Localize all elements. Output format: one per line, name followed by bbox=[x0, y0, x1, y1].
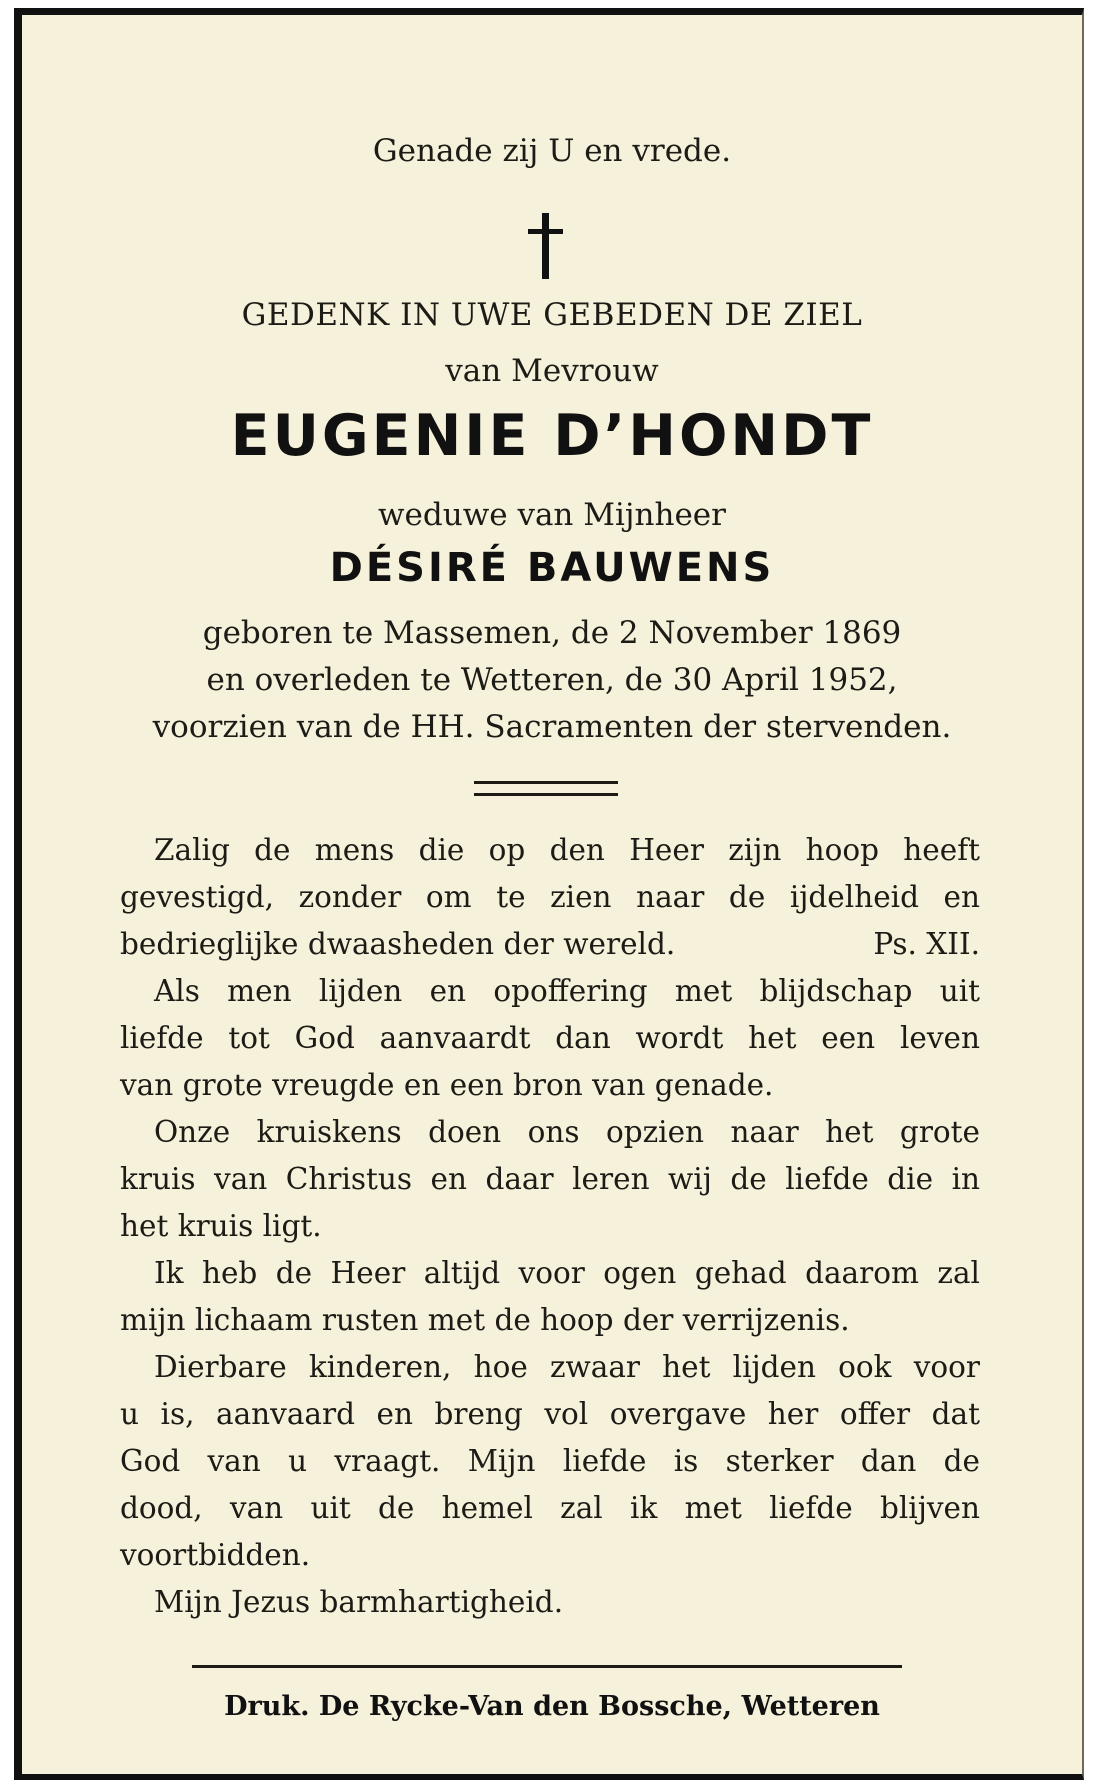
cross-icon bbox=[542, 213, 549, 279]
psalm-paragraph bbox=[120, 827, 980, 968]
sacraments-line: voorzien van de HH. Sacramenten der stervenden. bbox=[152, 709, 952, 745]
bottom-rule bbox=[192, 1665, 902, 1668]
paragraph-line: Onze kruiskens doen ons opzien naar het grote bbox=[154, 1115, 980, 1149]
paragraph-line: Als men lijden en opoffering met blijdschap uit bbox=[154, 974, 980, 1008]
divider-bottom bbox=[474, 793, 618, 796]
paragraph-line bbox=[120, 921, 980, 968]
greeting: Genade zij U en vrede. bbox=[372, 133, 732, 169]
paragraph-line: liefde tot God aanvaardt dan wordt het een leven bbox=[120, 1021, 980, 1055]
paragraph-line: voortbidden. bbox=[120, 1538, 311, 1572]
widow-of: weduwe van Mijnheer bbox=[378, 497, 726, 533]
paragraph-line: mijn lichaam rusten met de hoop der verrijzenis. bbox=[120, 1303, 850, 1337]
death-line: en overleden te Wetteren, de 30 April 1952, bbox=[206, 662, 898, 698]
paragraph-4 bbox=[120, 1250, 980, 1344]
birth-line: geboren te Massemen, de 2 November 1869 bbox=[202, 615, 902, 651]
remember-heading: GEDENK IN UWE GEBEDEN DE ZIEL bbox=[241, 297, 863, 333]
van-mevrouw: van Mevrouw bbox=[445, 353, 659, 389]
paragraph-line: kruis van Christus en daar leren wij de liefde die in bbox=[120, 1162, 980, 1196]
paragraph-line: van grote vreugde en een bron van genade. bbox=[120, 1068, 774, 1102]
husband-name: DÉSIRÉ BAUWENS bbox=[329, 545, 775, 591]
paragraph-2 bbox=[120, 968, 980, 1109]
paragraph-line: Zalig de mens die op den Heer zijn hoop heeft bbox=[154, 833, 980, 867]
paragraph-line: dood, van uit de hemel zal ik met liefde blijven bbox=[120, 1491, 980, 1525]
paragraph-line: het kruis ligt. bbox=[120, 1209, 322, 1243]
paragraph-line: God van u vraagt. Mijn liefde is sterker dan de bbox=[120, 1444, 980, 1478]
paragraph-line: Mijn Jezus barmhartigheid. bbox=[154, 1585, 564, 1619]
paragraph-5 bbox=[120, 1344, 980, 1579]
paragraph-line: Ik heb de Heer altijd voor ogen gehad daarom zal bbox=[154, 1256, 980, 1290]
psalm-reference: Ps. XII. bbox=[873, 927, 980, 961]
paragraph-3 bbox=[120, 1109, 980, 1250]
paragraph-line-text: bedrieglijke dwaasheden der wereld. bbox=[120, 927, 676, 961]
paragraph-6 bbox=[120, 1579, 980, 1626]
divider-top bbox=[474, 781, 618, 784]
paragraph-line: gevestigd, zonder om te zien naar de ijdelheid en bbox=[120, 880, 980, 914]
memorial-card bbox=[14, 8, 1084, 1780]
deceased-name: EUGENIE D’HONDT bbox=[230, 403, 874, 469]
printer-credit: Druk. De Rycke-Van den Bossche, Wetteren bbox=[224, 1691, 880, 1722]
paragraph-line: Dierbare kinderen, hoe zwaar het lijden ook voor bbox=[154, 1350, 980, 1384]
paragraph-line: u is, aanvaard en breng vol overgave her offer dat bbox=[120, 1397, 980, 1431]
